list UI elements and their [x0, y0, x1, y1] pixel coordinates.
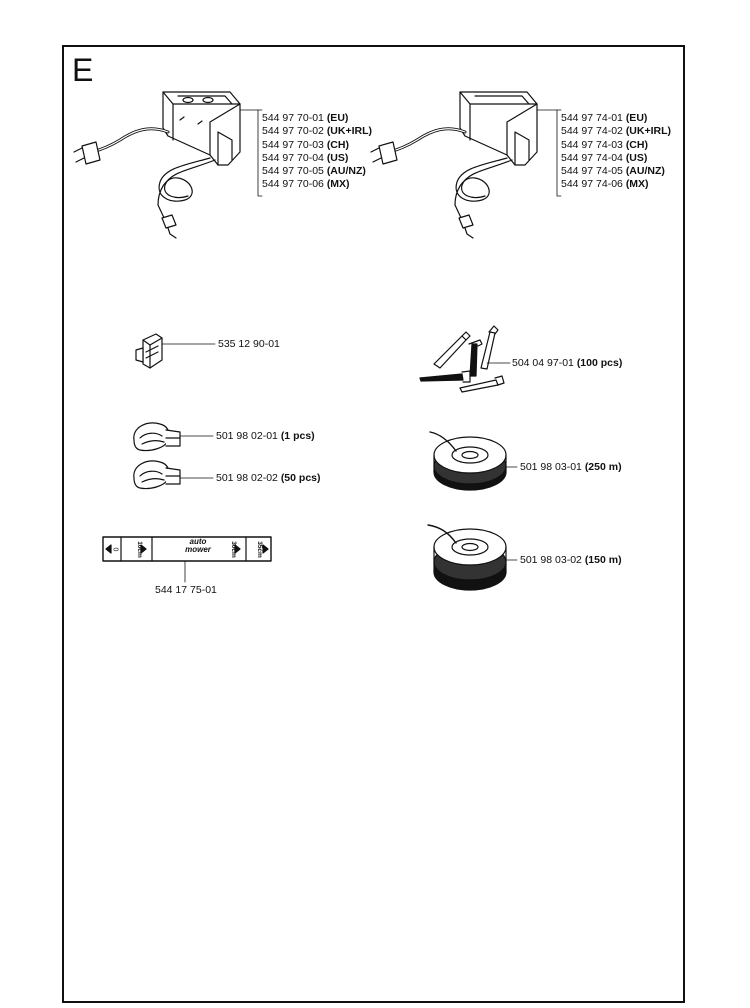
pegs-part-number: 504 04 97-01 (100 pcs): [512, 357, 623, 369]
ruler-logo-line1: auto: [189, 537, 207, 546]
ruler-logo-line2: mower: [185, 545, 211, 554]
part-row: 544 97 74-03 (CH): [561, 138, 648, 151]
ruler-mark-0: 0: [111, 547, 119, 552]
wire-250-part-number: 501 98 03-01 (250 m): [520, 461, 622, 473]
part-row: 544 97 74-04 (US): [561, 151, 648, 164]
part-row: 544 97 70-06 (MX): [262, 178, 350, 191]
charger-a-part-list: [262, 112, 372, 192]
part-row: 544 97 74-01 (EU): [561, 112, 648, 124]
coupler-illustration: [136, 334, 162, 368]
part-row: 544 97 74-02 (UK+IRL): [561, 125, 672, 138]
wire-spool-150-illustration: [428, 525, 506, 590]
part-row: 544 97 70-05 (AU/NZ): [262, 165, 366, 178]
ruler-mark-30cm: 30cm: [229, 541, 237, 558]
wire-spool-250-illustration: [430, 432, 506, 490]
connector-1-illustration: [134, 423, 180, 451]
section-letter: E: [72, 52, 94, 88]
part-row: 544 97 74-05 (AU/NZ): [561, 165, 665, 178]
charger-b-part-list: [561, 112, 671, 192]
coupler-part-number: 535 12 90-01: [218, 338, 280, 350]
part-row: 544 97 70-04 (US): [262, 151, 349, 164]
part-row: 544 97 74-06 (MX): [561, 178, 649, 191]
pegs-illustration: [420, 326, 504, 392]
ruler-mark-10cm: 10cm: [135, 541, 143, 558]
ruler-mark-35cm: 35cm: [255, 541, 263, 558]
part-row: 544 97 70-02 (UK+IRL): [262, 125, 373, 138]
part-row: 544 97 70-03 (CH): [262, 138, 349, 151]
wire-150-part-number: 501 98 03-02 (150 m): [520, 554, 622, 566]
charger-b-illustration: [371, 92, 537, 238]
ruler-logo: [180, 538, 216, 554]
ruler-part-number: 544 17 75-01: [155, 584, 217, 596]
connector-50-part-number: 501 98 02-02 (50 pcs): [216, 472, 321, 484]
connector-1-part-number: 501 98 02-01 (1 pcs): [216, 430, 315, 442]
connector-50-illustration: [134, 461, 180, 489]
part-row: 544 97 70-01 (EU): [262, 112, 349, 124]
charger-a-illustration: [74, 92, 240, 238]
